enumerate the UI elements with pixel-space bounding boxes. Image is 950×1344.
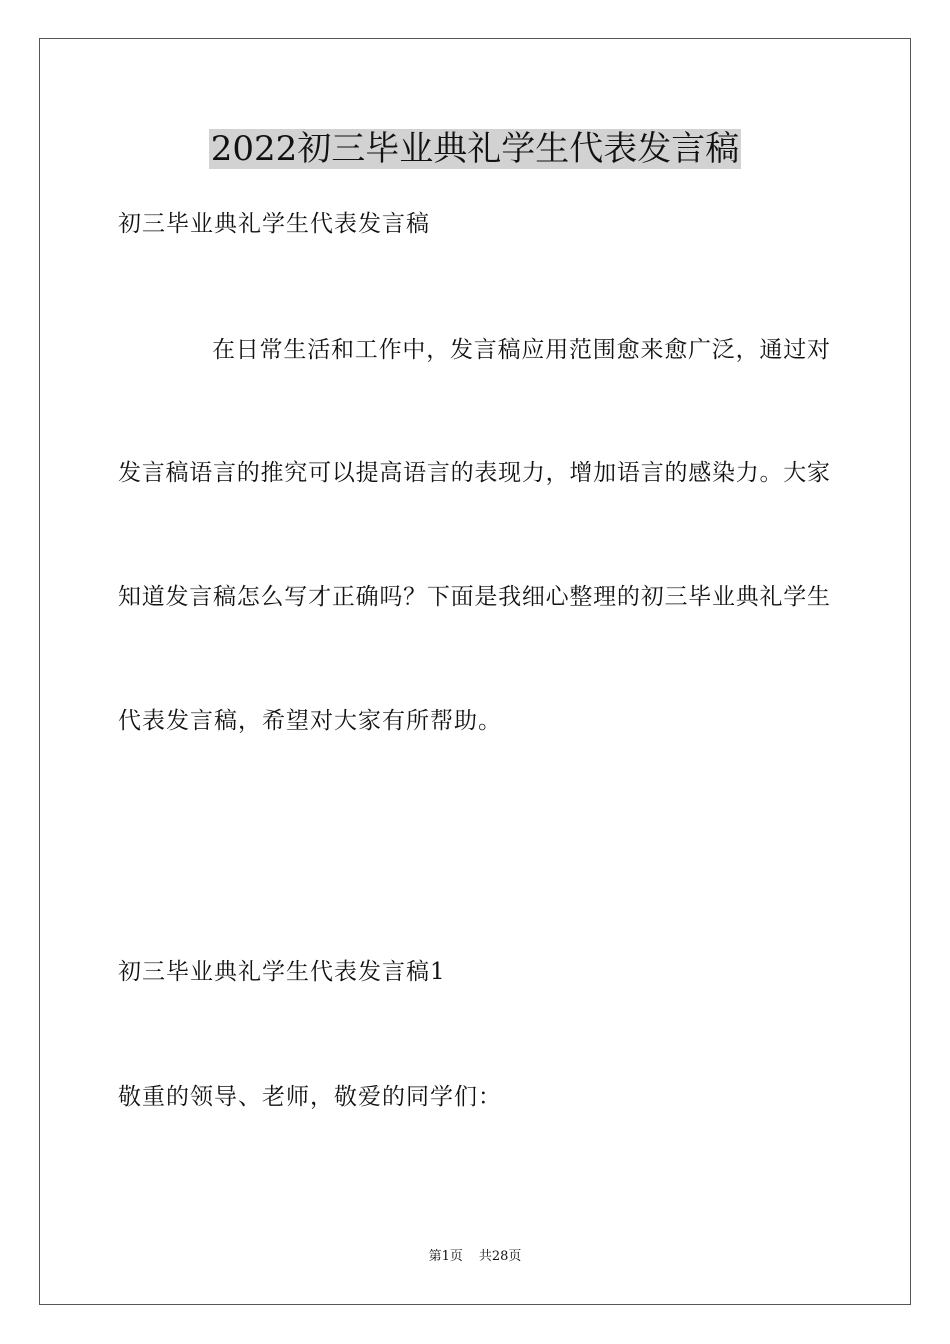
page-number: 第1页 — [428, 1249, 463, 1264]
document-subtitle: 初三毕业典礼学生代表发言稿 — [118, 211, 430, 237]
intro-line-1: 在日常生活和工作中，发言稿应用范围愈来愈广泛，通过对 — [212, 337, 830, 363]
intro-line-4: 代表发言稿，希望对大家有所帮助。 — [118, 708, 502, 734]
document-title-text: 2022初三毕业典礼学生代表发言稿 — [210, 129, 740, 169]
intro-line-3: 知道发言稿怎么写才正确吗？下面是我细心整理的初三毕业典礼学生 — [118, 584, 830, 610]
page-total: 共28页 — [478, 1249, 522, 1264]
salutation: 敬重的领导、老师，敬爱的同学们： — [118, 1084, 502, 1110]
page-footer — [0, 1248, 950, 1266]
intro-line-2: 发言稿语言的推究可以提高语言的表现力，增加语言的感染力。大家 — [118, 460, 830, 486]
section-heading: 初三毕业典礼学生代表发言稿1 — [118, 959, 446, 985]
document-title — [0, 126, 950, 172]
